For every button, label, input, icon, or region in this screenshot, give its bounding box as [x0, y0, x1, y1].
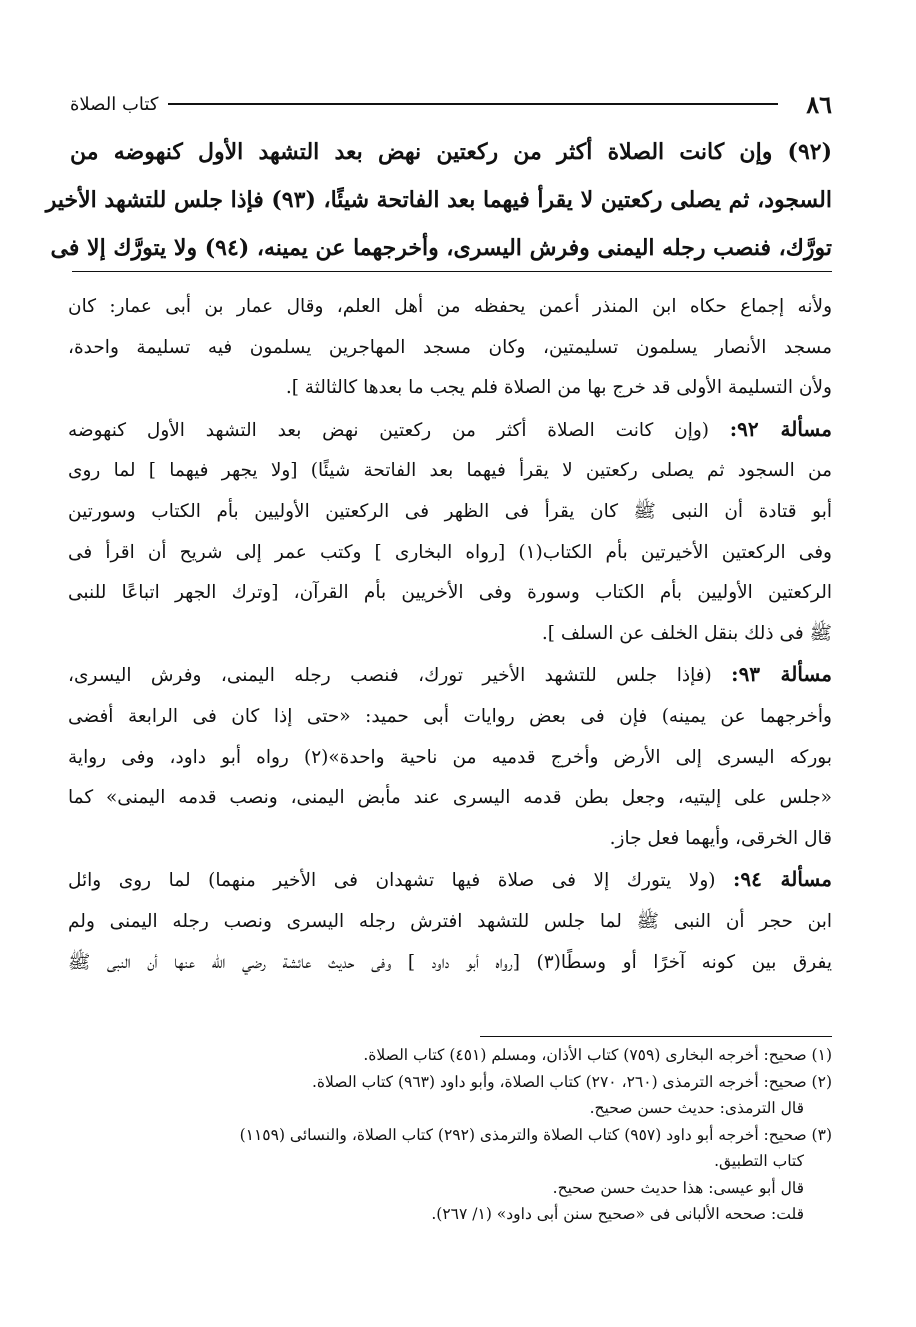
footnote-line: (٢) صحيح: أخرجه الترمذى (٢٦٠، ٢٧٠) كتاب الصلاة، وأبو داود (٩٦٣) كتاب الصلاة.: [311, 1072, 832, 1091]
commentary-line-text: أبو قتادة أن النبى ﷺ كان يقرأ فى الظهر فى الركعتين الأوليين بأم الكتاب وسورتين: [68, 500, 832, 522]
matn-divider: [72, 271, 832, 272]
commentary-line: [68, 492, 832, 533]
commentary-line-text: يفرق بين كونه آخرًا أو وسطًا(٣) [رواه أبو داود ] وفى حديث عائشة رضي الله عنها أن النبى ﷺ: [68, 951, 832, 973]
masala-label: مسألة ٩٢:: [729, 416, 832, 441]
matn-line: السجود، ثم يصلى ركعتين لا يقرأ فيهما بعد الفاتحة شيئًا، (٩٣) فإذا جلس للتشهد الأخير: [45, 187, 832, 213]
commentary-line-text: (وإن كانت الصلاة أكثر من ركعتين نهض بعد التشهد الأول كنهوضه: [68, 419, 730, 441]
matn-line: تورَّك، فنصب رجله اليمنى وفرش اليسرى، وأخرجهما عن يمينه، (٩٤) ولا يتورَّك إلا فى: [50, 235, 832, 261]
commentary-line-text: وأخرجهما عن يمينه) فإن فى بعض روايات أبى حميد: «حتى إذا كان فى الرابعة أفضى: [68, 705, 832, 727]
commentary-line: [68, 859, 832, 902]
matn-line: (٩٢) وإن كانت الصلاة أكثر من ركعتين نهض بعد التشهد الأول كنهوضه من: [70, 139, 832, 165]
commentary-line-text: ولأن التسليمة الأولى قد خرج بها من الصلاة فلم يجب ما بعدها كالثالثة ].: [285, 377, 832, 399]
commentary-line: [68, 368, 832, 409]
commentary-line: [68, 819, 832, 860]
commentary-line: [68, 738, 832, 779]
commentary-line-text: ﷺ فى ذلك بنقل الخلف عن السلف ].: [541, 622, 832, 644]
commentary-line: [68, 451, 832, 492]
commentary-line-text: من السجود ثم يصلى ركعتين لا يقرأ فيهما بعد الفاتحة شيئًا) [ولا يجهر فيهما ] لما روى: [68, 460, 832, 482]
commentary-line-text: مسجد الأنصار يسلمون تسليمتين، وكان مسجد المهاجرين يسلمون فيه تسليمة واحدة،: [68, 336, 832, 358]
footnote-line: (٣) صحيح: أخرجه أبو داود (٩٥٧) كتاب الصلاة والترمذى (٢٩٢) كتاب الصلاة، والنسائى (١١٥٩): [239, 1125, 832, 1144]
footnotes: [70, 1042, 832, 1228]
commentary-text: [68, 287, 832, 983]
commentary-line: [68, 943, 832, 984]
footnote-line: قال أبو عيسى: هذا حديث حسن صحيح.: [552, 1178, 804, 1197]
commentary-line-text: بوركه اليسرى إلى الأرض وأخرج قدميه من ناحية واحدة»(٢) رواه أبو داود، وفى رواية: [68, 746, 832, 768]
masala-label: مسألة ٩٤:: [733, 867, 832, 892]
commentary-line: [68, 287, 832, 328]
footnote-rule: [480, 1036, 832, 1037]
footnote-line: كتاب التطبيق.: [714, 1152, 804, 1170]
commentary-line-text: ابن حجر أن النبى ﷺ لما جلس للتشهد افترش رجله اليسرى ونصب رجله اليمنى ولم: [68, 910, 832, 932]
commentary-line: [68, 409, 832, 452]
header-rule: [168, 103, 778, 105]
page-number: ٨٦: [806, 89, 832, 119]
footnote-line: قلت: صححه الألبانى فى «صحيح سنن أبى داود» (١/ ٢٦٧).: [431, 1205, 804, 1223]
chapter-title: كتاب الصلاة: [70, 93, 159, 115]
commentary-line-text: (ولا يتورك إلا فى صلاة فيها تشهدان فى الأخير منهما) لما روى وائل: [68, 870, 734, 892]
footnote-line: (١) صحيح: أخرجه البخارى (٧٥٩) كتاب الأذان، ومسلم (٤٥١) كتاب الصلاة.: [363, 1046, 832, 1064]
commentary-line-text: وفى الركعتين الأخيرتين بأم الكتاب(١) [رواه البخارى ] وكتب عمر إلى شريح أن اقرأ فى: [68, 541, 832, 563]
masala-label: مسألة ٩٣:: [731, 662, 832, 687]
commentary-line-text: (فإذا جلس للتشهد الأخير تورك، فنصب رجله اليمنى، وفرش اليسرى،: [68, 665, 732, 687]
commentary-line: [68, 778, 832, 819]
commentary-line: [68, 654, 832, 697]
commentary-line: [68, 614, 832, 655]
matn-text: [45, 128, 832, 272]
commentary-line: [68, 573, 832, 614]
commentary-line: [68, 533, 832, 574]
page-header: [70, 86, 832, 122]
commentary-line-text: الركعتين الأوليين بأم الكتاب وسورة وفى الأخريين بأم القرآن، [وترك الجهر اتباعًا للنبى: [68, 582, 832, 604]
commentary-line: [68, 697, 832, 738]
commentary-line: [68, 328, 832, 369]
commentary-line: [68, 902, 832, 943]
commentary-line-text: «جلس على إليتيه، وجعل بطن قدمه اليسرى عند مأبض اليمنى، ونصب قدمه اليمنى» كما: [68, 787, 832, 809]
footnote-line: قال الترمذى: حديث حسن صحيح.: [589, 1099, 804, 1117]
commentary-line-text: قال الخرقى، وأيهما فعل جاز.: [609, 827, 832, 849]
commentary-line-text: ولأنه إجماع حكاه ابن المنذر أعمن يحفظه من أهل العلم، وقال عمار بن أبى عمار: كان: [68, 296, 832, 317]
